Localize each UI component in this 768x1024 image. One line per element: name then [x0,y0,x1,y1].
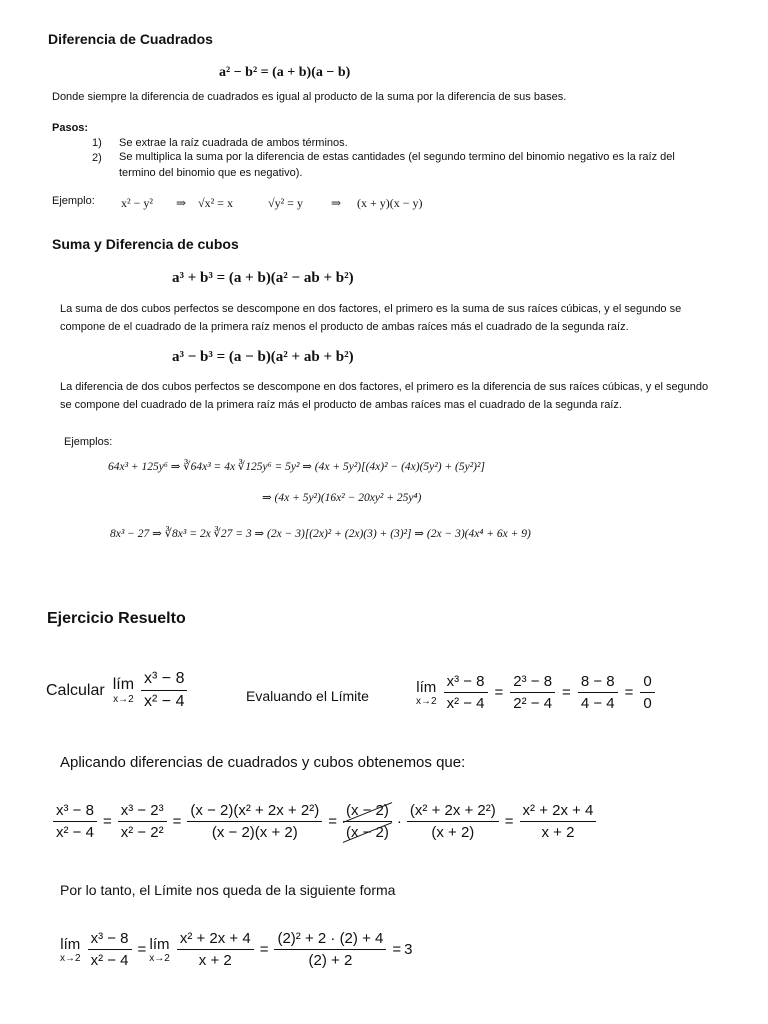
equals-sign: = [624,684,634,701]
implies-arrow: ⇒ [176,196,187,210]
equals-sign: = [494,684,504,701]
evaluation-expression [416,673,658,712]
denominator: (2) + 2 [308,952,353,969]
numerator: x³ − 8 [444,673,488,693]
denominator: (x − 2)(x + 2) [211,824,298,841]
numerator: x³ − 2³ [118,802,167,822]
numerator: (2)² + 2 · (2) + 4 [274,930,386,950]
description-suma-cubos: La suma de dos cubos perfectos se descompone en dos factores, el primero es la suma de sus raíces cúbicas, y el segundo se compone de el cuadrado de la primera raíz menos el producto de ambas raíces más el cuadrado de la segunda raíz. [60,303,682,333]
lim-label: lím [60,935,81,953]
equals-sign: = [562,684,571,701]
por-lo-tanto-text: Por lo tanto, el Límite nos queda de la siguiente forma [60,882,396,898]
description-diferencia-cuadrados: Donde siempre la diferencia de cuadrados es igual al producto de la suma por la diferencia de sus bases. [52,91,567,103]
formula-suma-cubos: a³ + b³ = (a + b)(a² − ab + b²) [172,270,354,286]
limit-operator [149,936,170,964]
evaluando-label: Evaluando el Límite [246,688,369,704]
fraction-function [88,930,132,969]
calcular-expression [46,670,190,711]
denominator: x² − 2² [120,824,164,841]
lim-subscript: x→2 [416,695,437,707]
limit-operator [60,936,81,964]
numerator: x³ − 8 [53,802,97,822]
numerator: x² + 2x + 4 [177,930,254,950]
numerator: 0 [640,673,654,693]
lim-subscript: x→2 [113,694,134,705]
example-label: Ejemplo: [52,195,95,207]
fraction-substituted [274,930,386,969]
simplification-expression [50,802,599,841]
section-title-diferencia-cuadrados: Diferencia de Cuadrados [48,31,213,47]
formula-diferencia-cubos: a³ − b³ = (a − b)(a² + ab + b²) [172,349,354,365]
equals-sign: = [137,941,147,958]
denominator: (x + 2) [431,824,475,841]
fraction-function [141,670,187,711]
fraction-cancelled [343,802,392,841]
denominator: x² − 4 [446,695,485,712]
numerator: x³ − 8 [88,930,132,950]
denominator: x² − 4 [144,693,185,710]
final-result: 3 [404,941,413,958]
equals-sign: = [328,813,337,830]
formula-diferencia-cuadrados: a² − b² = (a + b)(a − b) [219,65,351,80]
fraction-function [444,673,488,712]
equals-sign: = [392,941,402,958]
fraction-function [53,802,97,841]
multiply-dot: · [396,813,402,830]
fraction-simplified [520,802,597,841]
numerator: 2³ − 8 [510,673,555,693]
numerator: x² + 2x + 4 [520,802,597,822]
equals-sign: = [172,813,182,830]
fraction-remaining [407,802,499,841]
section-title-ejercicio-resuelto: Ejercicio Resuelto [47,610,186,627]
step-text: Se extrae la raíz cuadrada de ambos términos. [119,137,348,149]
example-root-y: √y² = y [268,196,303,210]
fraction-evaluated [578,673,618,712]
example-expression: x² − y² [121,196,153,210]
limit-operator [416,679,437,707]
lim-label: lím [149,935,170,953]
lim-subscript: x→2 [149,952,170,964]
example-diff-cubes: 8x³ − 27 ⇒ ∛8x³ = 2x ∛27 = 3 ⇒ (2x − 3)[(2x)² + (2x)(3) + (3)²] ⇒ (2x − 3)(4x⁴ + 6x + 9) [110,528,531,540]
equals-sign: = [504,813,514,830]
denominator: x² − 4 [90,952,129,969]
denominator: 0 [643,695,652,712]
step-number: 2) [92,152,102,164]
examples-label: Ejemplos: [64,436,113,448]
equals-sign: = [259,941,269,958]
example-sum-cubes-line1: 64x³ + 125y⁶ ⇒ ∛64x³ = 4x ∛125y⁶ = 5y² ⇒ (4x + 5y²)[(4x)² − (4x)(5y²) + (5y²)²] [108,461,485,473]
fraction-indeterminate [640,673,654,712]
example-sum-cubes-line2: ⇒ (4x + 5y²)(16x² − 20xy² + 25y⁴) [262,492,422,504]
lim-label: lím [416,678,437,696]
numerator: (x² + 2x + 2²) [407,802,499,822]
final-limit-expression [60,930,412,969]
denominator: x + 2 [198,952,232,969]
fraction-factored [187,802,322,841]
description-diferencia-cubos: La diferencia de dos cubos perfectos se descompone en dos factores, el primero es la diferencia de sus raíces cúbicas, y el segundo se compone del cuadrado de la primera raíz más el producto de ambas raíces mas el cuadrado de la segunda raíz. [60,381,709,411]
example-result: (x + y)(x − y) [357,196,423,210]
implies-arrow: ⇒ [331,196,342,210]
denominator: 2² − 4 [513,695,553,712]
denominator: 4 − 4 [580,695,615,712]
calcular-label: Calcular [46,681,105,699]
denominator: x² − 4 [56,824,94,841]
denominator-cancelled: (x − 2) [343,822,392,841]
steps-label: Pasos: [52,122,89,134]
numerator: (x − 2)(x² + 2x + 2²) [187,802,322,822]
fraction-simplified [177,930,254,969]
numerator-cancelled: (x − 2) [343,802,392,822]
example-root-x: √x² = x [198,196,233,210]
aplicando-text: Aplicando diferencias de cuadrados y cubos obtenemos que: [60,754,466,771]
numerator: 8 − 8 [578,673,618,693]
limit-operator [113,676,134,705]
lim-label: lím [112,676,135,693]
fraction-substituted [510,673,555,712]
section-title-suma-diferencia-cubos: Suma y Diferencia de cubos [52,236,239,252]
equals-sign: = [102,813,112,830]
step-text: Se multiplica la suma por la diferencia de estas cantidades (el segundo termino del binomio negativo es la raíz del termino del binomio que es negativo). [119,151,675,179]
step-number: 1) [92,137,102,149]
denominator: x + 2 [541,824,575,841]
fraction-powers [118,802,167,841]
lim-subscript: x→2 [60,952,81,964]
numerator: x³ − 8 [141,670,187,691]
